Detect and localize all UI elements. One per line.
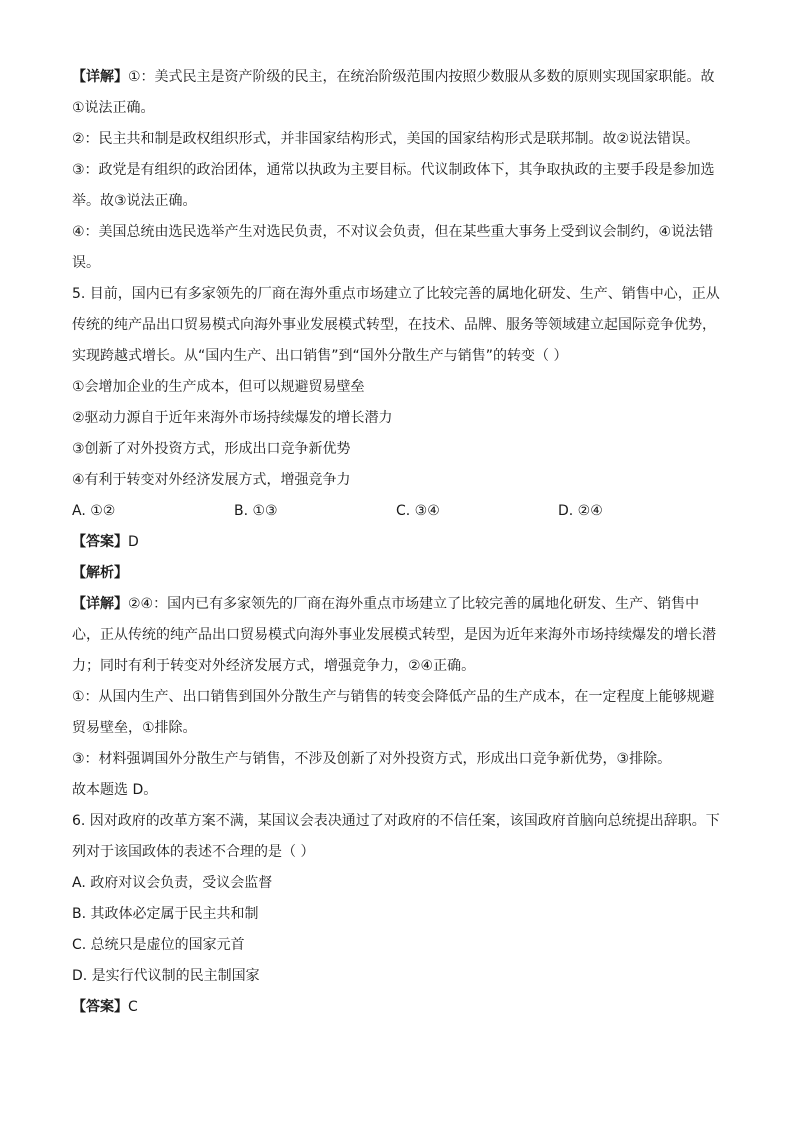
text-line <box>72 806 722 837</box>
line-text: 举。故③说法正确。 <box>72 193 197 209</box>
text-line <box>72 279 722 310</box>
line-text: D <box>128 534 139 550</box>
text-line <box>72 961 722 992</box>
line-text: 传统的纯产品出口贸易模式向海外事业发展模式转型，在技术、品牌、服务等领域建立起国际竞争优势， <box>72 317 716 333</box>
text-line <box>72 62 722 93</box>
line-text: ②驱动力源自于近年来海外市场持续爆发的增长潜力 <box>72 410 393 426</box>
answer-options <box>72 496 722 527</box>
section-tag: 【详解】 <box>72 596 128 612</box>
line-text: 故本题选 D。 <box>72 782 158 798</box>
text-line <box>72 837 722 868</box>
line-text: ①说法正确。 <box>72 100 155 116</box>
text-line <box>72 527 722 558</box>
answer-option: C. ③④ <box>396 503 440 519</box>
line-text: ③：政党是有组织的政治团体，通常以执政为主要目标。代议制政体下，其争取执政的主要手段是参加选 <box>72 162 715 178</box>
text-line <box>72 403 722 434</box>
line-text: ②：民主共和制是政权组织形式，并非国家结构形式，美国的国家结构形式是联邦制。故②说法错误。 <box>72 131 700 147</box>
text-line <box>72 372 722 403</box>
line-text: ③创新了对外投资方式，形成出口竞争新优势 <box>72 441 351 457</box>
text-line <box>72 186 722 217</box>
line-text: 5. 目前，国内已有多家领先的厂商在海外重点市场建立了比较完善的属地化研发、生产、销售中心，正从 <box>72 286 720 302</box>
text-line <box>72 589 722 620</box>
line-text: ④：美国总统由选民选举产生对选民负责，不对议会负责，但在某些重大事务上受到议会制约，④说法错 <box>72 224 714 240</box>
text-line <box>72 620 722 651</box>
text-line <box>72 465 722 496</box>
text-line <box>72 713 722 744</box>
text-line <box>72 868 722 899</box>
text-line <box>72 93 722 124</box>
text-line <box>72 341 722 372</box>
line-text: C. 总统只是虚位的国家元首 <box>72 937 245 953</box>
text-line <box>72 248 722 279</box>
text-line <box>72 775 722 806</box>
document-body <box>72 62 722 1023</box>
section-tag: 【解析】 <box>72 565 128 581</box>
answer-option: D. ②④ <box>558 503 603 519</box>
line-text: D. 是实行代议制的民主制国家 <box>72 968 260 984</box>
line-text: 6. 因对政府的改革方案不满，某国议会表决通过了对政府的不信任案，该国政府首脑向总统提出辞职。下 <box>72 813 720 829</box>
answer-option: A. ①② <box>72 503 116 519</box>
text-line <box>72 744 722 775</box>
line-text: ①会增加企业的生产成本，但可以规避贸易壁垒 <box>72 379 365 395</box>
text-line <box>72 434 722 465</box>
line-text: ④有利于转变对外经济发展方式，增强竞争力 <box>72 472 351 488</box>
text-line <box>72 682 722 713</box>
text-line <box>72 899 722 930</box>
text-line <box>72 310 722 341</box>
text-line <box>72 124 722 155</box>
answer-option: B. ①③ <box>234 503 278 519</box>
line-text: ②④：国内已有多家领先的厂商在海外重点市场建立了比较完善的属地化研发、生产、销售中 <box>128 596 700 612</box>
line-text: C <box>128 999 138 1015</box>
text-line <box>72 558 722 589</box>
line-text: ①：从国内生产、出口销售到国外分散生产与销售的转变会降低产品的生产成本，在一定程度上能够规避 <box>72 689 715 705</box>
line-text: 实现跨越式增长。从“国内生产、出口销售”到“国外分散生产与销售”的转变（ ） <box>72 348 568 364</box>
text-line <box>72 930 722 961</box>
line-text: A. 政府对议会负责，受议会监督 <box>72 875 273 891</box>
line-text: ①：美式民主是资产阶级的民主，在统治阶级范围内按照少数服从多数的原则实现国家职能。故 <box>128 69 715 85</box>
line-text: 误。 <box>72 255 100 271</box>
text-line <box>72 155 722 186</box>
line-text: 力；同时有利于转变对外经济发展方式，增强竞争力，②④正确。 <box>72 658 476 674</box>
text-line <box>72 651 722 682</box>
section-tag: 【详解】 <box>72 69 128 85</box>
section-tag: 【答案】 <box>72 999 128 1015</box>
text-line <box>72 992 722 1023</box>
line-text: B. 其政体必定属于民主共和制 <box>72 906 259 922</box>
section-tag: 【答案】 <box>72 534 128 550</box>
text-line <box>72 217 722 248</box>
line-text: 心，正从传统的纯产品出口贸易模式向海外事业发展模式转型，是因为近年来海外市场持续爆发的增长潜 <box>72 627 716 643</box>
line-text: 贸易壁垒，①排除。 <box>72 720 197 736</box>
line-text: 列对于该国政体的表述不合理的是（ ） <box>72 844 315 860</box>
line-text: ③：材料强调国外分散生产与销售，不涉及创新了对外投资方式，形成出口竞争新优势，③排除。 <box>72 751 672 767</box>
